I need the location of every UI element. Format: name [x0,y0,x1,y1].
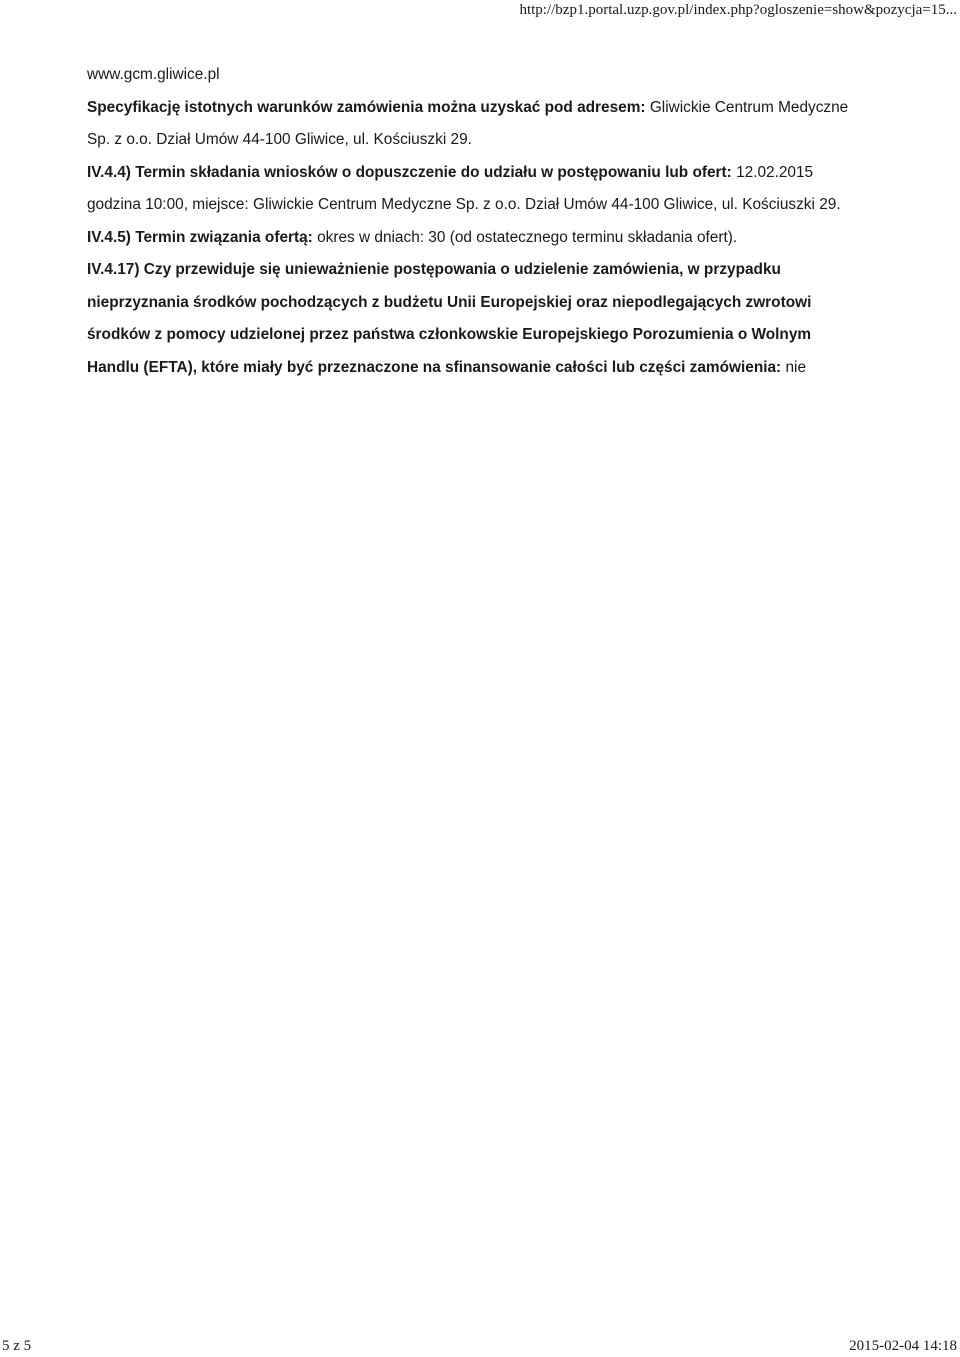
document-content [87,59,947,384]
spec-value-1: Gliwickie Centrum Medyczne [649,98,849,116]
website-link[interactable]: www.gcm.gliwice.pl [87,66,220,83]
iv45-line [87,222,947,255]
iv44-value-2: godzina 10:00, miejsce: Gliwickie Centrum Medyczne Sp. z o.o. Dział Umów 44-100 Gliwice, ul. Kościuszki 29. [87,196,841,213]
print-header-url: http://bzp1.portal.uzp.gov.pl/index.php?ogloszenie=show&pozycja=15... [519,2,957,18]
iv44-label: IV.4.4) Termin składania wniosków o dopuszczenie do udziału w postępowaniu lub ofert: [87,163,732,181]
iv417-text-2: nieprzyznania środków pochodzących z budżetu Unii Europejskiej oraz niepodlegających zwrotowi [87,293,812,311]
iv45-label: IV.4.5) Termin związania ofertą: [87,228,313,246]
spec-line-2 [87,124,947,157]
iv45-value: okres w dniach: 30 (od ostatecznego terminu składania ofert). [317,228,738,246]
spec-line-1 [87,92,947,125]
website-line [87,59,947,92]
iv44-line-2 [87,189,947,222]
iv44-value-1: 12.02.2015 [736,163,814,181]
iv417-text-3: środków z pomocy udzielonej przez państwa członkowskie Europejskiego Porozumienia o Wolnym [87,326,812,343]
print-datetime: 2015-02-04 14:18 [849,1338,957,1354]
iv417-line-4 [87,352,947,385]
iv417-line-3 [87,319,947,352]
page-number: 5 z 5 [2,1338,32,1354]
iv417-value: nie [785,358,807,376]
iv417-line-1 [87,254,947,287]
iv417-text-1: IV.4.17) Czy przewiduje się unieważnienie postępowania o udzielenie zamówienia, w przypadku [87,261,781,278]
iv44-line-1 [87,157,947,190]
iv417-text-4: Handlu (EFTA), które miały być przeznaczone na sfinansowanie całości lub części zamówienia: [87,358,782,376]
spec-label: Specyfikację istotnych warunków zamówienia można uzyskać pod adresem: [87,98,646,116]
spec-value-2: Sp. z o.o. Dział Umów 44-100 Gliwice, ul. Kościuszki 29. [87,131,472,148]
iv417-line-2 [87,287,947,320]
